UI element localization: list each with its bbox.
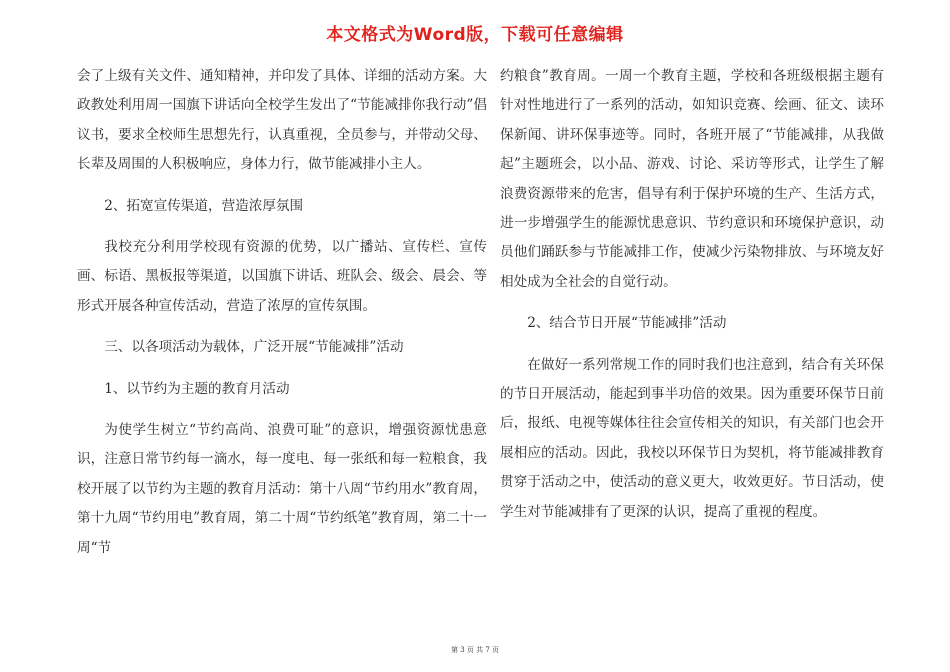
left-paragraph-continuation: 会了上级有关文件、通知精神，并印发了具体、详细的活动方案。大政教处利用周一国旗下讲话向全校学生发出了“节能减排你我行动”倡议书，要求全校师生思想先行，认真重视，全员参与，并带动父母、长辈及周围的人积极响应，身体力行，做节能减排小主人。 [77,68,487,173]
right-heading-festival-activities: 2、结合节日开展“节能减排”活动 [527,315,727,332]
left-heading-section-three: 三、以各项活动为载体，广泛开展“节能减排”活动 [104,339,404,356]
left-paragraph-education-month: 为使学生树立“节约高尚、浪费可耻”的意识，增强资源忧患意识，注意日常节约每一滴水，每一度电、每一张纸和每一粒粮食，我校开展了以节约为主题的教育月活动：第十八周“节约用水”教育周，第十九周“节约用电”教育周，第二十周“节约纸笔”教育周，第二十一周“节 [77,422,487,556]
left-heading-education-month: 1、以节约为主题的教育月活动 [104,380,290,397]
document-header-title: 本文格式为Word版，下载可任意编辑 [326,25,624,45]
page-number-footer: 第 3 页 共 7 页 [450,646,500,654]
right-paragraph-continuation: 约粮食”教育周。一周一个教育主题，学校和各班级根据主题有针对性地进行了一系列的活动，如知识竞赛、绘画、征文、读环保新闻、讲环保事迹等。同时，各班开展了“节能减排，从我做起”主题班会，以小品、游戏、讨论、采访等形式，让学生了解浪费资源带来的危害，倡导有利于保护环境的生产、生活方式，进一步增强学生的能源忧患意识、节约意识和环境保护意识，动员他们踊跃参与节能减排工作，使减少污染物排放、与环境友好相处成为全社会的自觉行动。 [500,68,884,290]
right-text-column [500,62,884,527]
left-heading-publicity-channels: 2、拓宽宣传渠道，营造浓厚氛围 [104,197,304,214]
left-text-column [77,62,487,563]
left-paragraph-publicity: 我校充分利用学校现有资源的优势，以广播站、宣传栏、宣传画、标语、黑板报等渠道，以国旗下讲话、班队会、级会、晨会、等形式开展各种宣传活动，营造了浓厚的宣传氛围。 [77,239,487,314]
right-paragraph-festival-activities: 在做好一系列常规工作的同时我们也注意到，结合有关环保的节日开展活动，能起到事半功倍的效果。因为重要环保节日前后，报纸、电视等媒体往往会宣传相关的知识，有关部门也会开展相应的活动。因此，我校以环保节日为契机，将节能减排教育贯穿于活动之中，使活动的意义更大，收效更好。节日活动，使学生对节能减排有了更深的认识，提高了重视的程度。 [500,356,884,520]
